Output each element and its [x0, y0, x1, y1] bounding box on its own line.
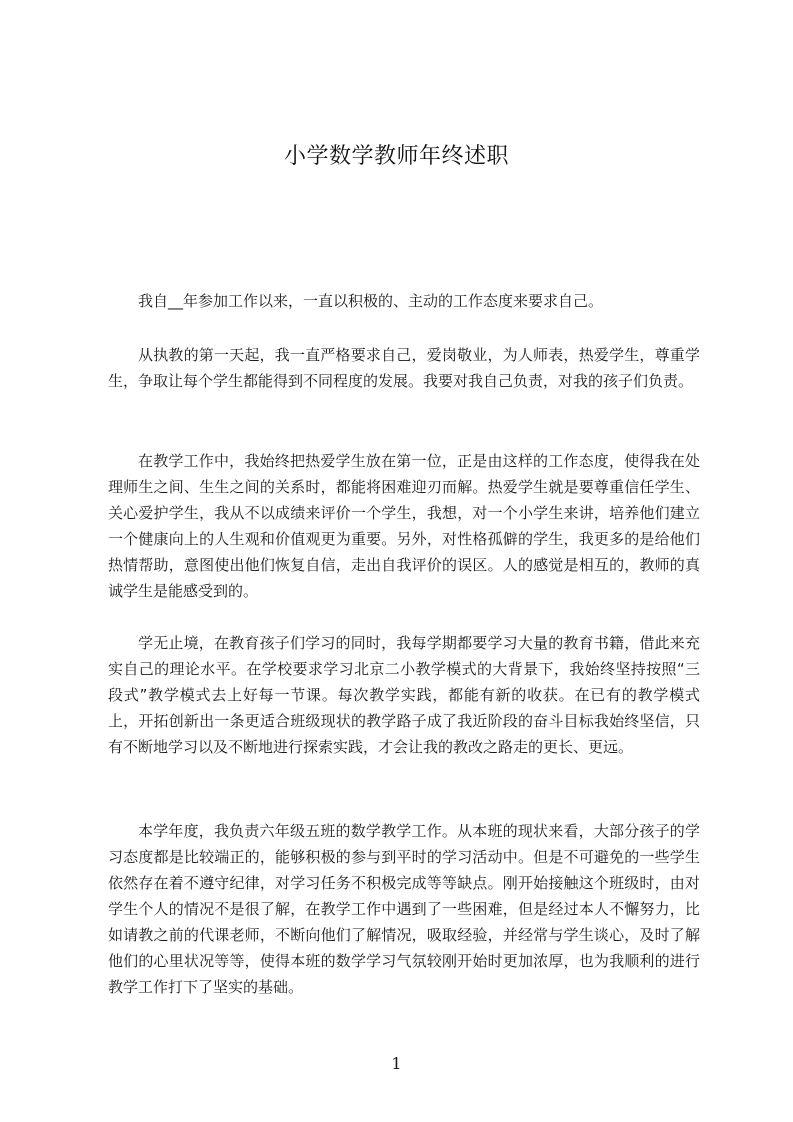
page-number: 1	[391, 1054, 402, 1073]
paragraph-teaching-work: 在教学工作中，我始终把热爱学生放在第一位，正是由这样的工作态度，使得我在处理师生之间、生生之间的关系时，都能将困难迎刃而解。热爱学生就是要尊重信任学生、关心爱护学生，我从不以成绩来评价一个学生，我想，对一个小学生来讲，培养他们建立一个健康向上的人生观和价值观更为重要。另外，对性格孤僻的学生，我更多的是给他们热情帮助，意图使出他们恢复自信，走出自我评价的误区。人的感觉是相互的，教师的真诚学生是能感受到的。	[108, 452, 700, 600]
paragraph-attitude: 从执教的第一天起，我一直严格要求自己，爱岗敬业，为人师表，热爱学生，尊重学生，争取让每个学生都能得到不同程度的发展。我要对我自己负责，对我的孩子们负责。	[108, 346, 700, 390]
paragraph-learning: 学无止境，在教育孩子们学习的同时，我每学期都要学习大量的教育书籍，借此来充实自己的理论水平。在学校要求学习北京二小教学模式的大背景下，我始终坚持按照“三段式”教学模式去上好每一节课。每次教学实践，都能有新的收获。在已有的教学模式上，开拓创新出一条更适合班级现状的教学路子成了我近阶段的奋斗目标我始终坚信，只有不断地学习以及不断地进行探索实践，才会让我的教改之路走的更长、更远。	[108, 634, 700, 756]
document-title: 小学数学教师年终述职	[283, 144, 509, 169]
paragraph-class-status: 本学年度，我负责六年级五班的数学教学工作。从本班的现状来看，大部分孩子的学习态度都是比较端正的，能够积极的参与到平时的学习活动中。但是不可避免的一些学生依然存在着不遵守纪律，对学习任务不积极完成等等缺点。刚开始接触这个班级时，由对学生个人的情况不是很了解，在教学工作中遇到了一些困难，但是经过本人不懈努力，比如请教之前的代课老师，不断向他们了解情况，吸取经验，并经常与学生谈心，及时了解他们的心里状况等等，使得本班的数学学习气氛较刚开始时更加浓厚，也为我顺利的进行教学工作打下了坚实的基础。	[108, 822, 700, 996]
paragraph-intro: 我自__年参加工作以来，一直以积极的、主动的工作态度来要求自己。	[138, 292, 604, 310]
